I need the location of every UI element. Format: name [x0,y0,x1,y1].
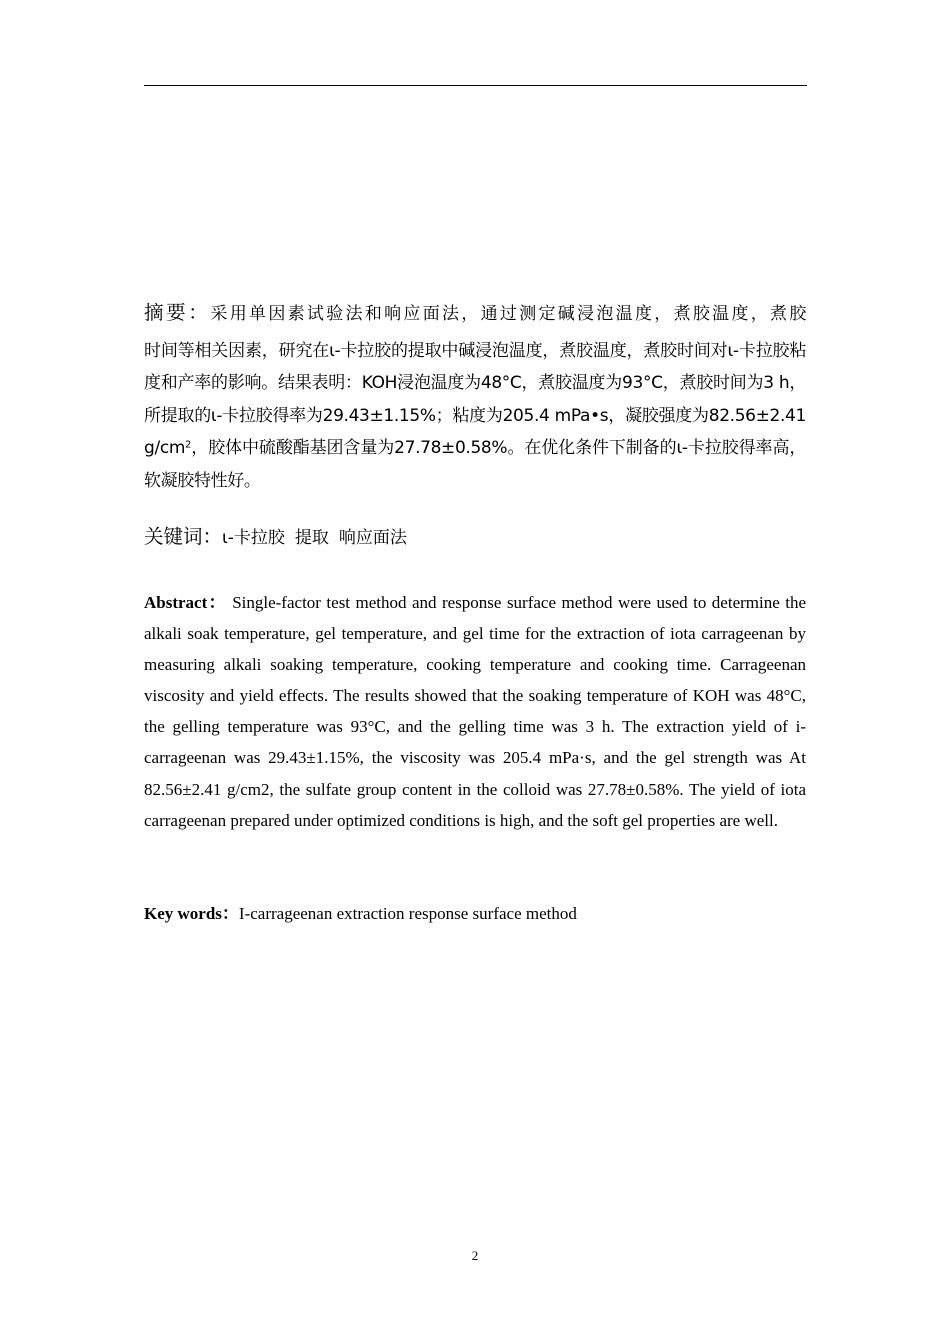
keyword-item: 提取 [294,528,329,548]
english-keywords-text: I-carrageenan extraction response surface method [238,904,577,923]
english-keywords [144,899,806,929]
chinese-abstract-body: 时间等相关因素，研究在ι-卡拉胶的提取中碱浸泡温度，煮胶温度，煮胶时间对ι-卡拉胶粘度和产率的影响。结果表明：KOH浸泡温度为48°C，煮胶温度为93°C，煮胶时间为3 h，所提取的ι-卡拉胶得率为29.43±1.15%；粘度为205.4 mPa•s，凝胶强度为82.56±2.41 g/cm [144,340,806,458]
header-rule [144,85,807,86]
chinese-keywords [144,521,806,554]
chinese-abstract-line1: 采用单因素试验法和响应面法，通过测定碱浸泡温度，煮胶温度，煮胶 [210,304,806,324]
chinese-abstract-body-end: ，胶体中硫酸酯基团含量为27.78±0.58%。在优化条件下制备的ι-卡拉胶得率高，软凝胶特性好。 [144,438,806,491]
chinese-abstract-label: 摘要： [144,301,211,324]
page-number: 2 [471,1248,479,1263]
chinese-abstract-first-line [144,297,806,331]
english-abstract-label: Abstract： [144,593,227,612]
chinese-keywords-label: 关键词： [144,525,223,548]
superscript-2: 2 [185,439,192,451]
keyword-item: ι-卡拉胶 [222,528,285,548]
english-keywords-label: Key words： [144,904,239,923]
keyword-item: 响应面法 [338,528,407,548]
english-abstract [144,587,806,836]
chinese-abstract [144,297,806,497]
english-abstract-body: Single-factor test method and response surface method were used to determine the alkali soak temperature, gel temperature, and gel time for the extraction of iota carrageenan by measuring alkali soaking temperature, cooking temperature and cooking time. Carrageenan viscosity and yield effects. The results showed that the soaking temperature of KOH was 48°C, the gelling temperature was 93°C, and the gelling time was 3 h. The extraction yield of i-carrageenan was 29.43±1.15%, the viscosity was 205.4 mPa·s, and the gel strength was At 82.56±2.41 g/cm2, the sulfate group content in the colloid was 27.78±0.58%. The yield of iota carrageenan prepared under optimized conditions is high, and the soft gel properties are well. [144,593,807,830]
